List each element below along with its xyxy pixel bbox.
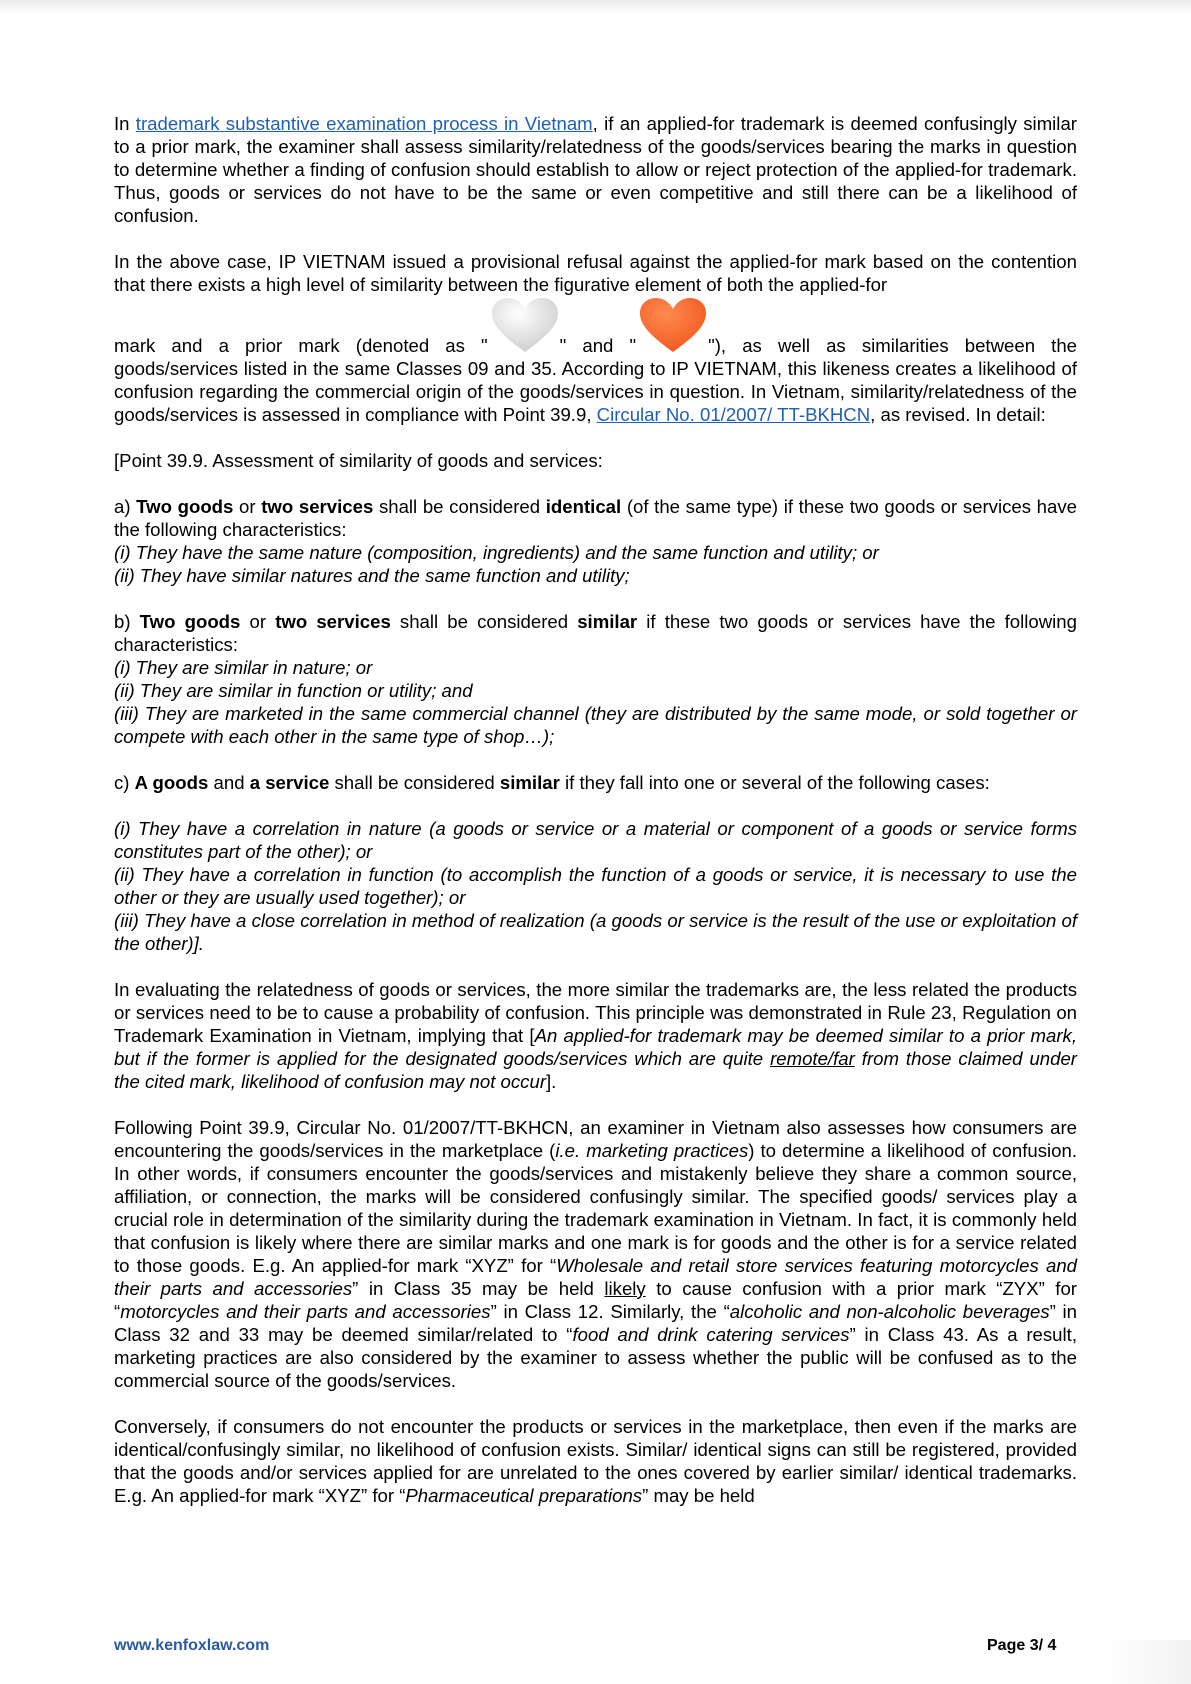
section-c-item-3: (iii) They have a close correlation in method of realization (a goods or service is the result of the use or exploitation of the other)]. <box>114 910 1077 954</box>
section-b-item-2: (ii) They are similar in function or utility; and <box>114 680 473 701</box>
paragraph-relatedness: In evaluating the relatedness of goods or services, the more similar the trademarks are, the less related the products or services need to be to cause a probability of confusion. This principle was demonstrated in Rule 23, Regulation on Trademark Examination in Vietnam, implying that [An applied-for trademark may be deemed similar to a prior mark, but if the former is applied for the designated goods/services which are quite remote/far from those claimed under the cited mark, likelihood of confusion may not occur]. <box>114 979 1077 1092</box>
footer-page-number: Page 3/ 4 <box>987 1637 1057 1654</box>
section-b-item-3: (iii) They are marketed in the same commercial channel (they are distributed by the same mode, or sold together or compete with each other in the same type of shop…); <box>114 703 1077 747</box>
point-heading: [Point 39.9. Assessment of similarity of goods and services: <box>114 450 603 471</box>
case-line-1: In the above case, IP VIETNAM issued a provisional refusal against the applied-for mark based on the contention that there exists a high level of similarity between the figurative element of both the applied-for <box>114 251 1077 295</box>
applied-mark-image <box>488 296 560 354</box>
section-a-item-1: (i) They have the same nature (composition, ingredients) and the same function and utility; or <box>114 542 879 563</box>
paragraph-marketplace: Following Point 39.9, Circular No. 01/2007/TT-BKHCN, an examiner in Vietnam also assesses how consumers are encountering the goods/services in the marketplace (i.e. marketing practices) to determine a likelihood of confusion. In other words, if consumers encounter the goods/services and mistakenly believe they share a common source, affiliation, or connection, the marks will be considered confusingly similar. The specified goods/ services play a crucial role in determination of the similarity during the trademark examination in Vietnam. In fact, it is commonly held that confusion is likely where there are similar marks and one mark is for goods and the other is for a service related to those goods. E.g. An applied-for mark “XYZ” for “Wholesale and retail store services featuring motorcycles and their parts and accessories” in Class 35 may be held likely to cause confusion with a prior mark “ZYX” for “motorcycles and their parts and accessories” in Class 12. Similarly, the “alcoholic and non-alcoholic beverages” in Class 32 and 33 may be deemed similar/related to “food and drink catering services” in Class 43. As a result, marketing practices are also considered by the examiner to assess whether the public will be confused as to the commercial source of the goods/services. <box>114 1117 1078 1391</box>
case-rest: goods/services listed in the same Classes 09 and 35. According to IP VIETNAM, this likeness creates a likelihood of confusion regarding the commercial origin of the goods/services in question. In Vietnam, similarity/relatedness of the goods/services is assessed in compliance with Point 39.9, Circular No. 01/2007/ TT-BKHCN, as revised. In detail: <box>114 358 1077 425</box>
section-b-item-1: (i) They are similar in nature; or <box>114 657 373 678</box>
document-body <box>114 112 1077 1530</box>
section-b <box>114 610 1077 748</box>
paragraph-intro: In trademark substantive examination process in Vietnam, if an applied-for trademark is deemed confusingly similar to a prior mark, the examiner shall assess similarity/relatedness of the goods/services bearing the marks in question to determine whether a finding of confusion should establish to allow or reject protection of the applied-for trademark. Thus, goods or services do not have to be the same or even competitive and still there can be a likelihood of confusion. <box>114 113 1077 226</box>
viewer-top-shadow <box>0 0 1191 14</box>
link-circular[interactable]: Circular No. 01/2007/ TT-BKHCN <box>596 404 871 425</box>
section-c-item-2: (ii) They have a correlation in function (to accomplish the function of a goods or service, it is necessary to use the other or they are usually used together); or <box>114 864 1077 908</box>
section-c-item-1: (i) They have a correlation in nature (a goods or service or a material or component of a goods or service forms constitutes part of the other); or <box>114 818 1077 862</box>
section-b-text: b) Two goods or two services shall be considered similar if these two goods or services have the following characteristics: <box>114 611 1077 655</box>
footer-website-link[interactable]: www.kenfoxlaw.com <box>114 1637 270 1654</box>
page-edge <box>1101 1640 1191 1684</box>
section-a-item-2: (ii) They have similar natures and the same function and utility; <box>114 565 630 586</box>
orange-heart-icon <box>638 296 708 356</box>
paragraph-case <box>114 250 1077 426</box>
section-c-text: c) A goods and a service shall be considered similar if they fall into one or several of the following cases: <box>114 772 990 793</box>
link-trademark-examination[interactable]: trademark substantive examination process in Vietnam <box>135 113 593 134</box>
grey-heart-icon <box>490 296 560 356</box>
case-mark-line: mark and a prior mark (denoted as " " and " "), as well as similarities between the <box>114 296 1077 357</box>
section-c <box>114 771 1077 955</box>
section-a <box>114 495 1077 587</box>
paragraph-conversely: Conversely, if consumers do not encounter the products or services in the marketplace, then even if the marks are identical/confusingly similar, no likelihood of confusion exists. Similar/ identical signs can still be registered, provided that the goods and/or services applied for are unrelated to the ones covered by earlier similar/ identical trademarks. E.g. An applied-for mark “XYZ” for “Pharmaceutical preparations” may be held <box>114 1416 1077 1506</box>
prior-mark-image <box>636 296 708 354</box>
section-a-text: a) Two goods or two services shall be considered identical (of the same type) if these two goods or services have the following characteristics: <box>114 496 1077 540</box>
